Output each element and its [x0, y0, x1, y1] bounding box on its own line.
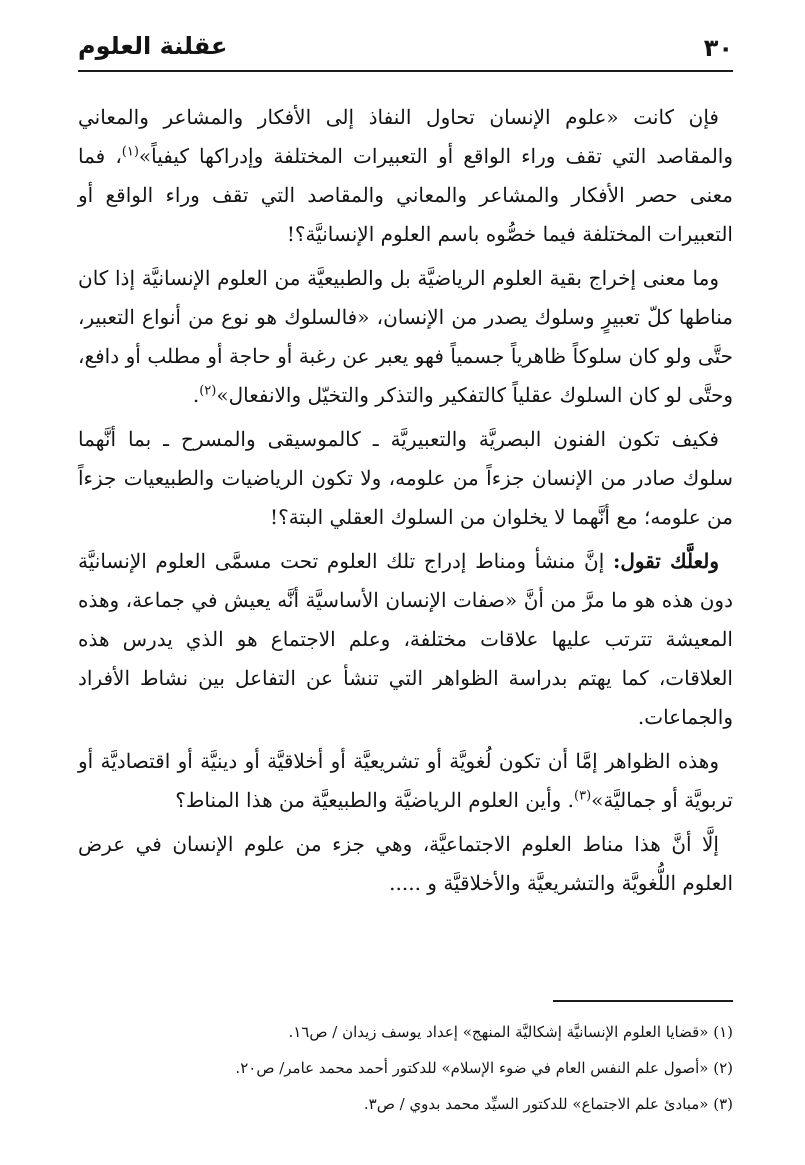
paragraph-3 — [78, 420, 733, 537]
paragraph-text: فكيف تكون الفنون البصريَّة والتعبيريَّة ـ كالموسيقى والمسرح ـ بما أنَّهما سلوك صادر من الإنسان جزءاً من علومه، ولا تكون الرياضيات والطبيعيات جزءاً من علومه؛ مع أنَّهما لا يخلوان من السلوك العقلي البتة؟! — [78, 427, 733, 529]
paragraph-lead: ولعلَّك تقول: — [612, 549, 719, 573]
footnote-ref-3: (٣) — [574, 788, 592, 804]
paragraph-text: إنَّ منشأ ومناط إدراج تلك العلوم تحت مسمَّى العلوم الإنسانيَّة دون هذه هو ما مرَّ من أنَّ «صفات الإنسان الأساسيَّة أنَّه يعيش في جماعة، وهذه المعيشة تترتب عليها علاقات مختلفة، وعلم الاجتماع هو الذي يدرس هذه العلاقات، كما يهتم بدراسة الظواهر التي تنشأ عن التفاعل بين نشاط الأفراد والجماعات. — [78, 549, 733, 729]
body-text — [78, 98, 733, 908]
paragraph-1 — [78, 98, 733, 254]
footnotes — [78, 1014, 733, 1122]
paragraph-text: وما معنى إخراج بقية العلوم الرياضيَّة بل والطبيعيَّة من العلوم الإنسانيَّة إذا كان مناطها كلّ تعبيرٍ وسلوك يصدر من الإنسان، «فالسلوك هو نوع من أنواع التعبير، حتَّى ولو كان سلوكاً ظاهرياً جسمياً فهو يعبر عن رغبة أو حاجة أو مطلب أو دافع، وحتَّى لو كان السلوك عقلياً كالتفكير والتذكر والتخيّل والانفعال» — [78, 266, 733, 407]
paragraph-text-continued: . وأين العلوم الرياضيَّة والطبيعيَّة من هذا المناط؟ — [175, 788, 575, 812]
paragraph-2 — [78, 259, 733, 415]
footnote-2: (٢) «أصول علم النفس العام في ضوء الإسلام» للدكتور أحمد محمد عامر/ ص٢٠. — [235, 1059, 733, 1077]
paragraph-text-continued: ، فما معنى حصر الأفكار والمشاعر والمعاني والمقاصد التي تقف وراء الواقع أو التعبيرات المختلفة فيما خصُّوه باسم العلوم الإنسانيَّة؟! — [78, 144, 733, 246]
paragraph-4 — [78, 542, 733, 737]
paragraph-5 — [78, 742, 733, 820]
paragraph-text: إلَّا أنَّ هذا مناط العلوم الاجتماعيَّة، وهي جزء من علوم الإنسان في عرض العلوم اللُّغويَّة والتشريعيَّة والأخلاقيَّة و ..... — [78, 832, 733, 895]
paragraph-text: وهذه الظواهر إمَّا أن تكون لُغويَّة أو تشريعيَّة أو أخلاقيَّة أو دينيَّة أو اقتصاديَّة أو تربويَّة أو جماليَّة» — [78, 749, 733, 812]
paragraph-text: فإن كانت «علوم الإنسان تحاول النفاذ إلى الأفكار والمشاعر والمعاني والمقاصد التي تقف وراء الواقع أو التعبيرات المختلفة وإدراكها كيفياً» — [78, 105, 733, 168]
running-title: عقلنة العلوم — [78, 32, 228, 60]
footnote-ref-1: (١) — [121, 144, 139, 160]
footnote-1: (١) «قضايا العلوم الإنسانيَّة إشكاليَّة المنهج» إعداد يوسف زيدان / ص١٦. — [288, 1023, 733, 1041]
paragraph-6 — [78, 825, 733, 903]
page-header — [78, 22, 733, 72]
page-number: ٣٠ — [703, 34, 733, 62]
footnote-3: (٣) «مبادئ علم الاجتماع» للدكتور السيِّد محمد بدوي / ص٣. — [363, 1095, 733, 1113]
footnote-ref-2: (٢) — [199, 383, 217, 399]
footnote-divider — [553, 1000, 733, 1002]
paragraph-text-continued: . — [192, 383, 200, 407]
